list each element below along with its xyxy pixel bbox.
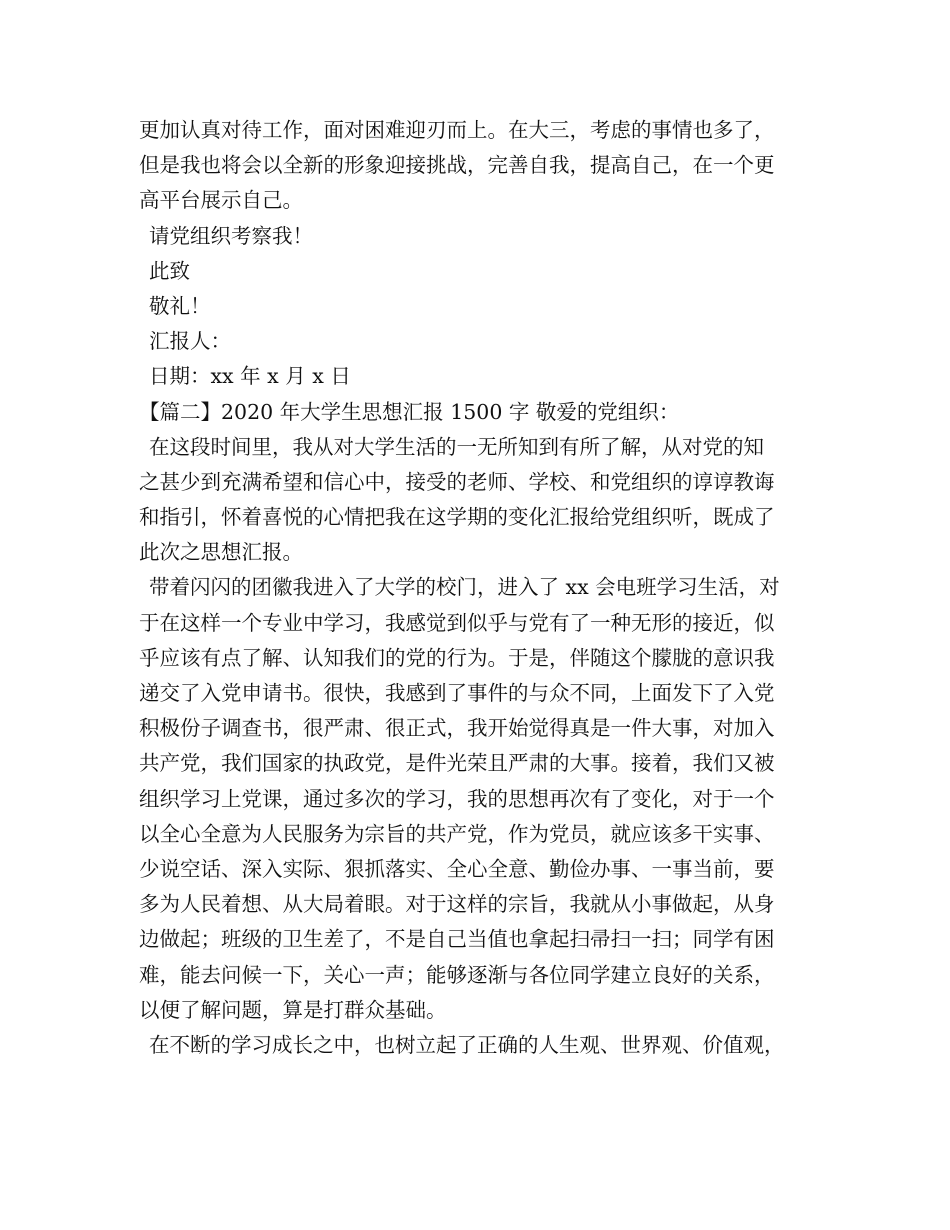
text-line: 高平台展示自己。: [139, 188, 303, 213]
text-line: 汇报人：: [149, 329, 231, 354]
text-line: 边做起；班级的卫生差了，不是自己当值也拿起扫帚扫一扫；同学有困: [139, 927, 775, 952]
text-line: 请党组织考察我！: [149, 223, 313, 248]
text-line: 此次之思想汇报。: [139, 540, 303, 565]
text-line: 但是我也将会以全新的形象迎接挑战，完善自我，提高自己，在一个更: [139, 153, 775, 178]
text-line: 在不断的学习成长之中，也树立起了正确的人生观、世界观、价值观，: [149, 1032, 785, 1057]
text-line: 递交了入党申请书。很快，我感到了事件的与众不同，上面发下了入党: [139, 681, 775, 705]
text-line: 乎应该有点了解、认知我们的党的行为。于是，伴随这个朦胧的意识我: [139, 645, 775, 670]
text-line: 之甚少到充满希望和信心中，接受的老师、学校、和党组织的谆谆教诲: [139, 469, 775, 494]
text-line: 在这段时间里，我从对大学生活的一无所知到有所了解，从对党的知: [149, 434, 764, 459]
text-line: 积极份子调查书，很严肃、很正式，我开始觉得真是一件大事，对加入: [139, 716, 775, 741]
text-line: 此致: [149, 258, 190, 283]
document-body: [139, 113, 829, 1063]
text-line: 和指引，怀着喜悦的心情把我在这学期的变化汇报给党组织听，既成了: [139, 505, 775, 530]
text-line: 共产党，我们国家的执政党，是件光荣且严肃的大事。接着，我们又被: [139, 751, 775, 776]
section-heading: 【篇二】2020 年大学生思想汇报 1500 字 敬爱的党组织：: [139, 399, 680, 424]
text-line: 以全心全意为人民服务为宗旨的共产党，作为党员，就应该多干实事、: [139, 821, 775, 846]
text-line: 多为人民着想、从大局着眼。对于这样的宗旨，我就从小事做起，从身: [139, 892, 775, 917]
text-line: 带着闪闪的团徽我进入了大学的校门，进入了 xx 会电班学习生活，对: [149, 575, 780, 600]
text-line: 敬礼！: [149, 293, 211, 318]
text-line: 以便了解问题，算是打群众基础。: [139, 997, 447, 1022]
text-line: 组织学习上党课，通过多次的学习，我的思想再次有了变化，对于一个: [139, 786, 775, 811]
text-line: 少说空话、深入实际、狠抓落实、全心全意、勤俭办事、一事当前，要: [139, 856, 775, 881]
text-line: 难，能去问候一下，关心一声；能够逐渐与各位同学建立良好的关系，: [139, 962, 775, 987]
text-line: 日期：xx 年 x 月 x 日: [149, 364, 351, 389]
text-line: 于在这样一个专业中学习，我感觉到似乎与党有了一种无形的接近，似: [139, 610, 775, 635]
text-line: 更加认真对待工作，面对困难迎刃而上。在大三，考虑的事情也多了，: [139, 118, 775, 142]
